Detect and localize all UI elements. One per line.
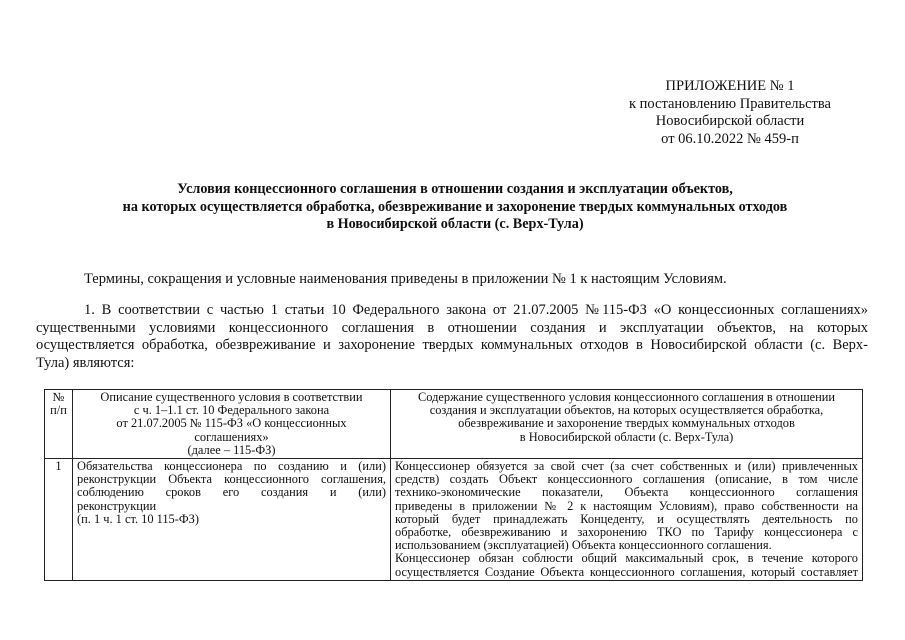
appendix-region: Новосибирской области [655,113,805,129]
title-line: Условия концессионного соглашения в отношении создания и эксплуатации объектов, [177,181,733,197]
title-line: в Новосибирской области (с. Верх-Тула) [326,216,584,232]
cell-text: приведены в приложении № 2 к настоящим Условиям), право собственности на [395,498,858,513]
cell-text: реконструкции Объекта концессионного соглашения, [77,472,386,487]
document-title [40,181,870,234]
cell-text: соблюдению сроков его создания и (или) [77,485,386,500]
header-content [391,390,863,459]
title-line: на которых осуществляется обработка, обезвреживание и захоронение твердых коммунальных отходов [122,198,788,215]
header-text: в Новосибирской области (с. Верх-Тула) [519,429,734,444]
paragraph-line: 1. В соответствии с частью 1 статьи 10 Федерального закона от 21.07.2005 №115-ФЗ «О концессионных соглашениях» [84,302,868,318]
table-header-row [45,390,863,459]
header-text: от 21.07.2005 № 115-ФЗ «О концессионных [116,416,347,431]
row-content [391,459,863,581]
cell-text: реконструкции [77,498,157,513]
header-text: с ч. 1–1.1 ст. 10 Федерального закона [133,403,330,418]
cell-text: Концессионер обязан соблюсти общий максимальный срок, в течение которого [395,551,858,566]
conditions-table [44,389,863,581]
cell-text: технико-экономические показатели, Объекта концессионного соглашения [395,485,858,500]
appendix-reference: к постановлению Правительства [629,95,831,112]
cell-text: Обязательства концессионера по созданию и (или) [77,459,386,474]
row-description [73,459,391,581]
header-text: Описание существенного условия в соответствии [100,390,363,404]
header-text: № [52,390,65,404]
header-text: п/п [50,403,67,418]
header-text: (далее – 115-ФЗ) [187,442,276,457]
row-num: 1 [45,459,73,581]
paragraph-1 [36,302,868,372]
header-description [73,390,391,459]
cell-text: (п. 1 ч. 1 ст. 10 115-ФЗ) [77,511,200,526]
appendix-header [560,78,900,148]
cell-text: который будет принадлежать Концеденту, и осуществлять деятельность по [395,511,858,526]
cell-text: использованием (эксплуатацией) Объекта концессионного соглашения. [395,538,772,553]
cell-text: осуществляется Создание Объекта концессионного соглашения, который составляет [395,564,858,579]
appendix-date-number: от 06.10.2022 № 459-п [661,130,799,147]
intro-paragraph: Термины, сокращения и условные наименования приведены в приложении № 1 к настоящим Условиям. [84,271,727,287]
table-row [45,459,863,581]
cell-text: Концессионер обязуется за свой счет (за счет собственных и (или) привлеченных [395,459,858,474]
appendix-title: ПРИЛОЖЕНИЕ № 1 [665,78,795,94]
paragraph-line: осуществляется обработка, обезвреживание и захоронение твердых коммунальных отходов в Новосибирской области (с. Верх- [36,337,868,353]
header-num [45,390,73,459]
paragraph-line: Тула) являются: [36,354,135,371]
header-text: создания и эксплуатации объектов, на которых осуществляется обработка, [429,403,824,418]
header-text: Содержание существенного условия концессионного соглашения в отношении [417,390,836,404]
header-text: соглашениях» [194,429,269,444]
cell-text: обработке, обезвреживанию и захоронению ТКО по Тарифу концессионера с [395,525,858,540]
header-text: обезвреживание и захоронение твердых коммунальных отходов [458,416,795,431]
paragraph-line: существенными условиями концессионного соглашения в отношении создания и эксплуатации объектов, на которых [36,319,868,336]
cell-text: средств) создать Объект концессионного соглашения (описание, в том числе [395,472,858,487]
